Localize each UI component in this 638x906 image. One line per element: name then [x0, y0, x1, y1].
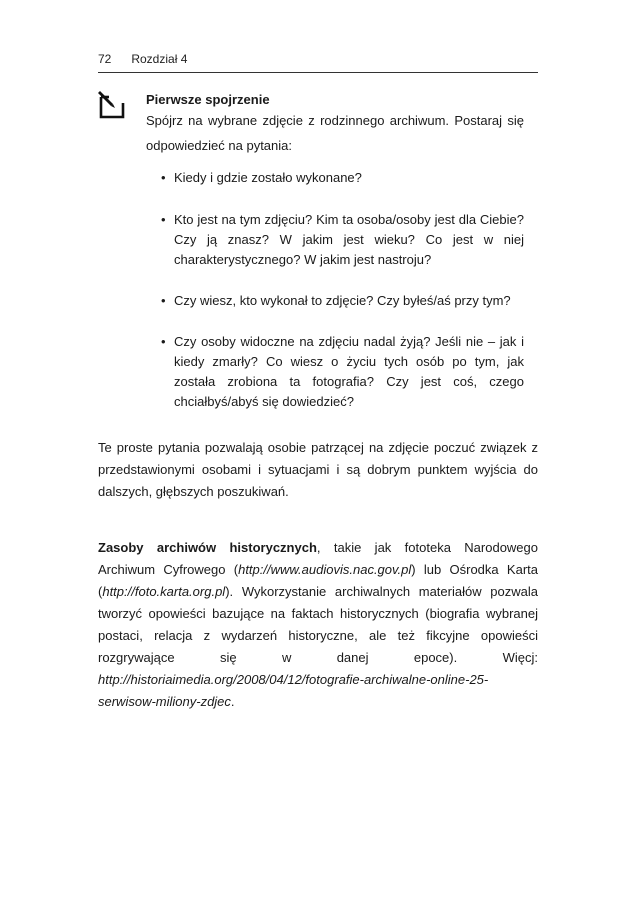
- nac-link[interactable]: http://www.audiovis.nac.gov.pl: [238, 562, 412, 577]
- question-text: • Czy wiesz, kto wykonał to zdjęcie? Czy byłeś/aś przy tym?: [174, 293, 511, 308]
- exercise-box: [146, 91, 524, 158]
- text-segment: ). Wykorzystanie archiwalnych materiałów pozwala tworzyć opowieści bazujące na faktach historycznych (biografia wybranej postaci, relacja z wydarzeń historyczne, ale też fikcyjne opowieści rozgrywające się w danej epoce). Więcj:: [98, 584, 538, 665]
- exercise-title: Pierwsze spojrzenie: [146, 92, 270, 107]
- pencil-square-icon: [97, 89, 127, 119]
- list-item: [162, 210, 524, 270]
- running-header: [98, 52, 538, 73]
- question-text: • Czy osoby widoczne na zdjęciu nadal żyją? Jeśli nie – jak i kiedy zmarły? Co wiesz o życiu tych osób po tym, jak została zrobiona ta fotografia? Czy jest coś, czego chciałbyś/abyś się dowiedzieć?: [174, 334, 524, 409]
- karta-link[interactable]: http://foto.karta.org.pl: [102, 584, 226, 599]
- text-segment: , takie jak fototeka Narodowego Archiwum Cyfrowego (: [98, 540, 538, 577]
- question-text: • Kto jest na tym zdjęciu? Kim ta osoba/osoby jest dla Ciebie? Czy ją znasz? W jakim jest wieku? Co jest w niej charakterystycznego? W jakim jest nastroju?: [174, 212, 524, 267]
- page-number: 72: [98, 52, 112, 66]
- text-segment: ) lub Ośrodka Karta (: [98, 562, 538, 599]
- archives-paragraph: [98, 537, 538, 713]
- exercise-intro: Spójrz na wybrane zdjęcie z rodzinnego archiwum. Postaraj się odpowiedzieć na pytania:: [146, 113, 524, 153]
- historiaimedia-link[interactable]: http://historiaimedia.org/2008/04/12/fotografie-archiwalne-online-25-serwisow-miliony-zdjec: [98, 672, 489, 709]
- question-text: • Kiedy i gdzie zostało wykonane?: [174, 170, 362, 185]
- list-item: [162, 291, 524, 311]
- chapter-title: Rozdział 4: [131, 52, 188, 66]
- text-segment: .: [230, 694, 235, 709]
- list-item: [162, 332, 524, 412]
- archives-heading: Zasoby archiwów historycznych: [98, 540, 317, 555]
- body-paragraph: Te proste pytania pozwalają osobie patrzącej na zdjęcie poczuć związek z przedstawionymi osobami i sytuacjami i są dobrym punktem wyjścia do dalszych, głębszych poszukiwań.: [98, 440, 538, 499]
- list-item: [162, 168, 524, 188]
- question-list: [162, 168, 524, 426]
